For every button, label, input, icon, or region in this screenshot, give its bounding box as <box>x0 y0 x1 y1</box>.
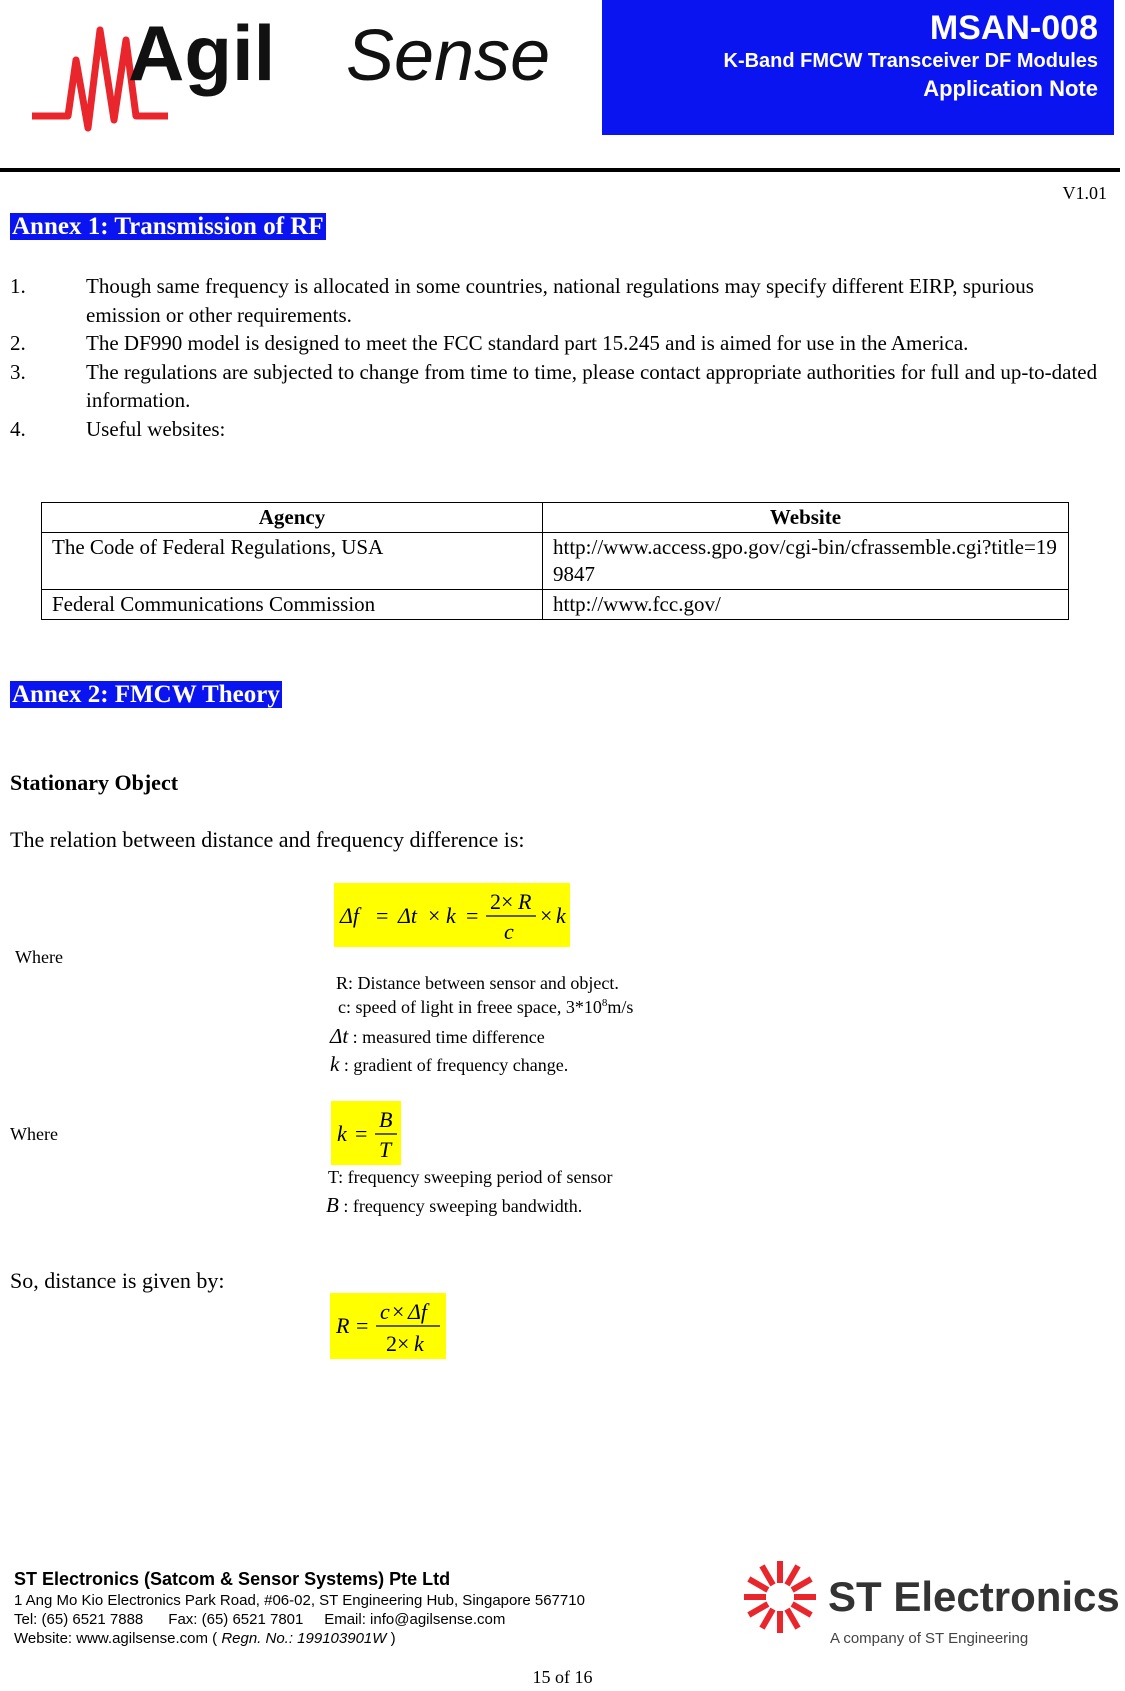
svg-text:c: c <box>504 919 514 944</box>
websites-table <box>41 502 1069 620</box>
annex2-title: Annex 2: FMCW Theory <box>12 681 280 708</box>
svg-text:Δf: Δf <box>408 1299 428 1324</box>
svg-text:×: × <box>428 903 441 928</box>
table-row <box>42 533 1069 590</box>
st-electronics-logo <box>730 1555 1125 1655</box>
st-logo-text: ST Electronics <box>828 1573 1120 1620</box>
table-row <box>42 590 1069 620</box>
svg-text:=: = <box>356 1313 369 1338</box>
equation-delta-f <box>334 883 570 947</box>
website-line: Website: www.agilsense.com ( Regn. No.: 199103901W ) <box>14 1630 396 1647</box>
svg-text:B: B <box>379 1107 393 1132</box>
annex1-title: Annex 1: Transmission of RF <box>12 213 324 240</box>
table-header-row <box>42 503 1069 533</box>
annex1-list <box>10 272 1105 443</box>
svg-text:k: k <box>556 903 566 928</box>
footer-address-block <box>14 1567 585 1648</box>
svg-text:=: = <box>376 903 389 928</box>
version-label: V1.01 <box>1062 183 1107 203</box>
list-item: 4. Useful websites: <box>10 416 226 441</box>
svg-text:R: R <box>336 1313 350 1338</box>
doc-subtitle: K-Band FMCW Transceiver DF Modules <box>723 50 1098 72</box>
st-tagline: A company of ST Engineering <box>830 1630 1029 1647</box>
svg-text:Δt: Δt <box>398 903 418 928</box>
def-k: k : gradient of frequency change. <box>330 1052 569 1076</box>
website-cell[interactable]: http://www.access.gpo.gov/cgi-bin/cfrassemble.cgi?title=199847 <box>543 533 1069 590</box>
document-title-box <box>602 0 1114 135</box>
svg-text:2×: 2× <box>490 889 514 914</box>
svg-text:k: k <box>446 903 456 928</box>
logo-sense-text: Sense <box>346 16 551 96</box>
list-item: 3. The regulations are subjected to change from time to time, please contact appropriate authorities for full and up-to-dated information. <box>10 359 1098 412</box>
intro-text: The relation between distance and frequency difference is: <box>10 827 525 852</box>
def-r: R: Distance between sensor and object. <box>336 973 619 993</box>
page-number: 15 of 16 <box>532 1667 593 1687</box>
list-item: 1. Though same frequency is allocated in some countries, national regulations may specify different EIRP, spurious emission or other requirements. <box>10 274 1034 327</box>
col-agency: Agency <box>42 503 543 533</box>
agency-cell: The Code of Federal Regulations, USA <box>42 533 543 590</box>
email-link[interactable]: Email: info@agilsense.com <box>324 1611 506 1628</box>
where-label-2: Where <box>10 1124 58 1144</box>
col-website: Website <box>543 503 1069 533</box>
company-name: ST Electronics (Satcom & Sensor Systems) Pte Ltd <box>14 1569 451 1589</box>
company-address: 1 Ang Mo Kio Electronics Park Road, #06-02, ST Engineering Hub, Singapore 567710 <box>14 1592 585 1609</box>
header-rule <box>0 168 1120 172</box>
def-t: T: frequency sweeping period of sensor <box>328 1167 613 1187</box>
starburst-icon <box>744 1561 816 1633</box>
svg-text:2×: 2× <box>386 1331 410 1356</box>
agency-cell: Federal Communications Commission <box>42 590 543 620</box>
svg-text:Δf: Δf <box>340 903 360 928</box>
def-b: B : frequency sweeping bandwidth. <box>326 1193 583 1217</box>
list-item: 2. The DF990 model is designed to meet the FCC standard part 15.245 and is aimed for use in the America. <box>10 331 969 355</box>
doc-id: MSAN-008 <box>929 9 1098 47</box>
section-heading: Stationary Object <box>10 770 179 795</box>
def-delta-t: Δt : measured time difference <box>330 1024 545 1048</box>
equation-k <box>331 1101 401 1165</box>
svg-text:=: = <box>355 1121 368 1146</box>
where-label-1: Where <box>15 947 63 967</box>
svg-text:T: T <box>379 1137 392 1162</box>
website-cell[interactable]: http://www.fcc.gov/ <box>543 590 1069 620</box>
svg-text:R: R <box>518 889 532 914</box>
logo-agil-text: Agil <box>128 9 276 97</box>
svg-text:k: k <box>414 1331 424 1356</box>
agilsense-logo <box>28 0 558 140</box>
svg-text:×: × <box>392 1299 405 1324</box>
svg-text:=: = <box>466 903 479 928</box>
svg-text:k: k <box>337 1121 347 1146</box>
distance-intro: So, distance is given by: <box>10 1268 225 1293</box>
contact-line: Tel: (65) 6521 7888 Fax: (65) 6521 7801 Email: info@agilsense.com <box>14 1611 506 1628</box>
svg-text:c: c <box>380 1299 390 1324</box>
def-c: c: speed of light in freee space, $3*10^8m/s$ <box>338 997 634 1017</box>
equation-distance <box>330 1293 446 1359</box>
svg-text:×: × <box>540 903 553 928</box>
doc-type: Application Note <box>923 76 1098 101</box>
